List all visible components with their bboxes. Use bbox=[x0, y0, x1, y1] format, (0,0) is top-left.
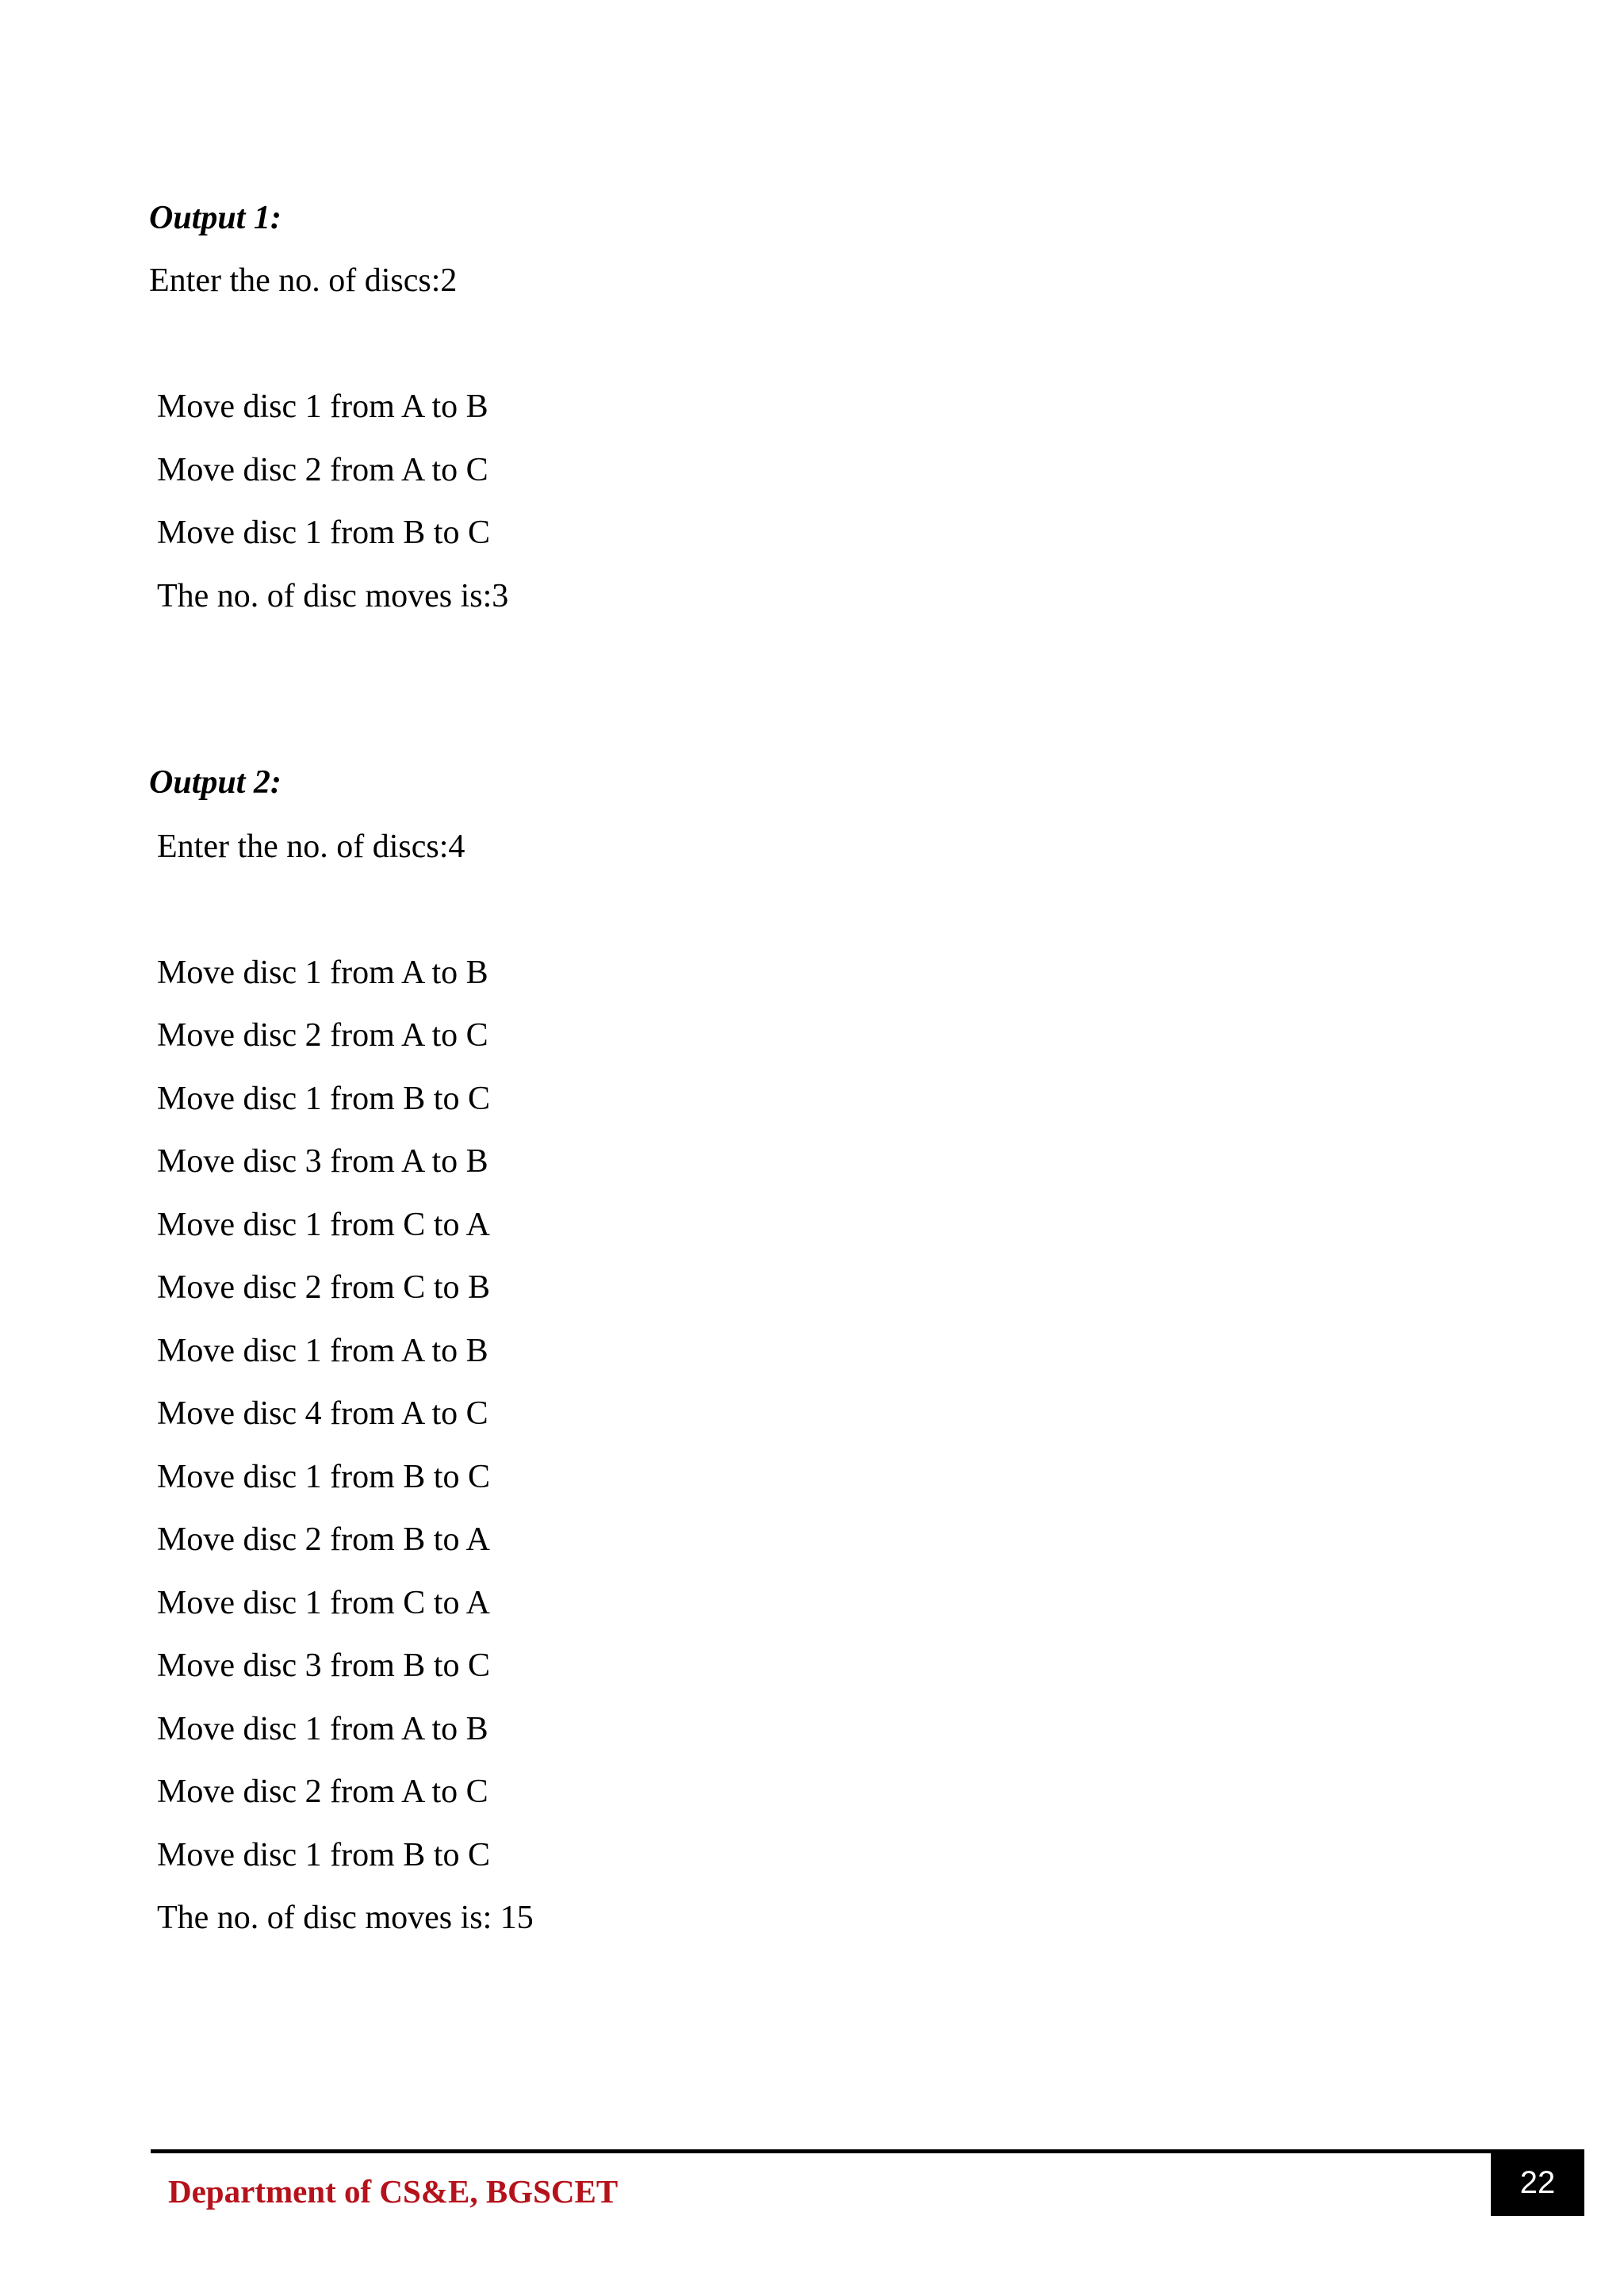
output-2-total: The no. of disc moves is: 15 bbox=[157, 1900, 534, 1936]
output-1-move: Move disc 1 from B to C bbox=[157, 515, 490, 551]
output-2-prompt: Enter the no. of discs:4 bbox=[157, 828, 465, 865]
output-2-move: Move disc 2 from B to A bbox=[157, 1521, 490, 1558]
output-1-total: The no. of disc moves is:3 bbox=[157, 578, 509, 614]
page-number-box bbox=[1491, 2149, 1584, 2216]
output-2-move: Move disc 1 from A to B bbox=[157, 1711, 488, 1747]
output-1-move: Move disc 2 from A to C bbox=[157, 452, 488, 488]
output-2-move: Move disc 1 from C to A bbox=[157, 1585, 490, 1621]
output-2-move: Move disc 4 from A to C bbox=[157, 1395, 488, 1432]
output-2-heading: Output 2: bbox=[149, 764, 282, 801]
output-2-move: Move disc 1 from B to C bbox=[157, 1081, 490, 1117]
output-2-move: Move disc 2 from C to B bbox=[157, 1269, 490, 1306]
output-1-prompt: Enter the no. of discs:2 bbox=[149, 262, 458, 299]
output-2-move: Move disc 1 from A to B bbox=[157, 1333, 488, 1369]
output-2-move: Move disc 1 from B to C bbox=[157, 1837, 490, 1873]
footer-department: Department of CS&E, BGSCET bbox=[168, 2173, 619, 2210]
output-2-move: Move disc 1 from A to B bbox=[157, 955, 488, 991]
output-2-move: Move disc 1 from B to C bbox=[157, 1459, 490, 1495]
output-2-move: Move disc 3 from A to B bbox=[157, 1143, 488, 1180]
output-1-heading: Output 1: bbox=[149, 200, 282, 236]
output-2-move: Move disc 2 from A to C bbox=[157, 1774, 488, 1810]
output-2-move: Move disc 3 from B to C bbox=[157, 1647, 490, 1684]
page-number: 22 bbox=[1519, 2165, 1556, 2200]
footer-rule bbox=[151, 2149, 1491, 2153]
output-2-move: Move disc 1 from C to A bbox=[157, 1207, 490, 1243]
output-1-move: Move disc 1 from A to B bbox=[157, 388, 488, 425]
output-2-move: Move disc 2 from A to C bbox=[157, 1017, 488, 1054]
